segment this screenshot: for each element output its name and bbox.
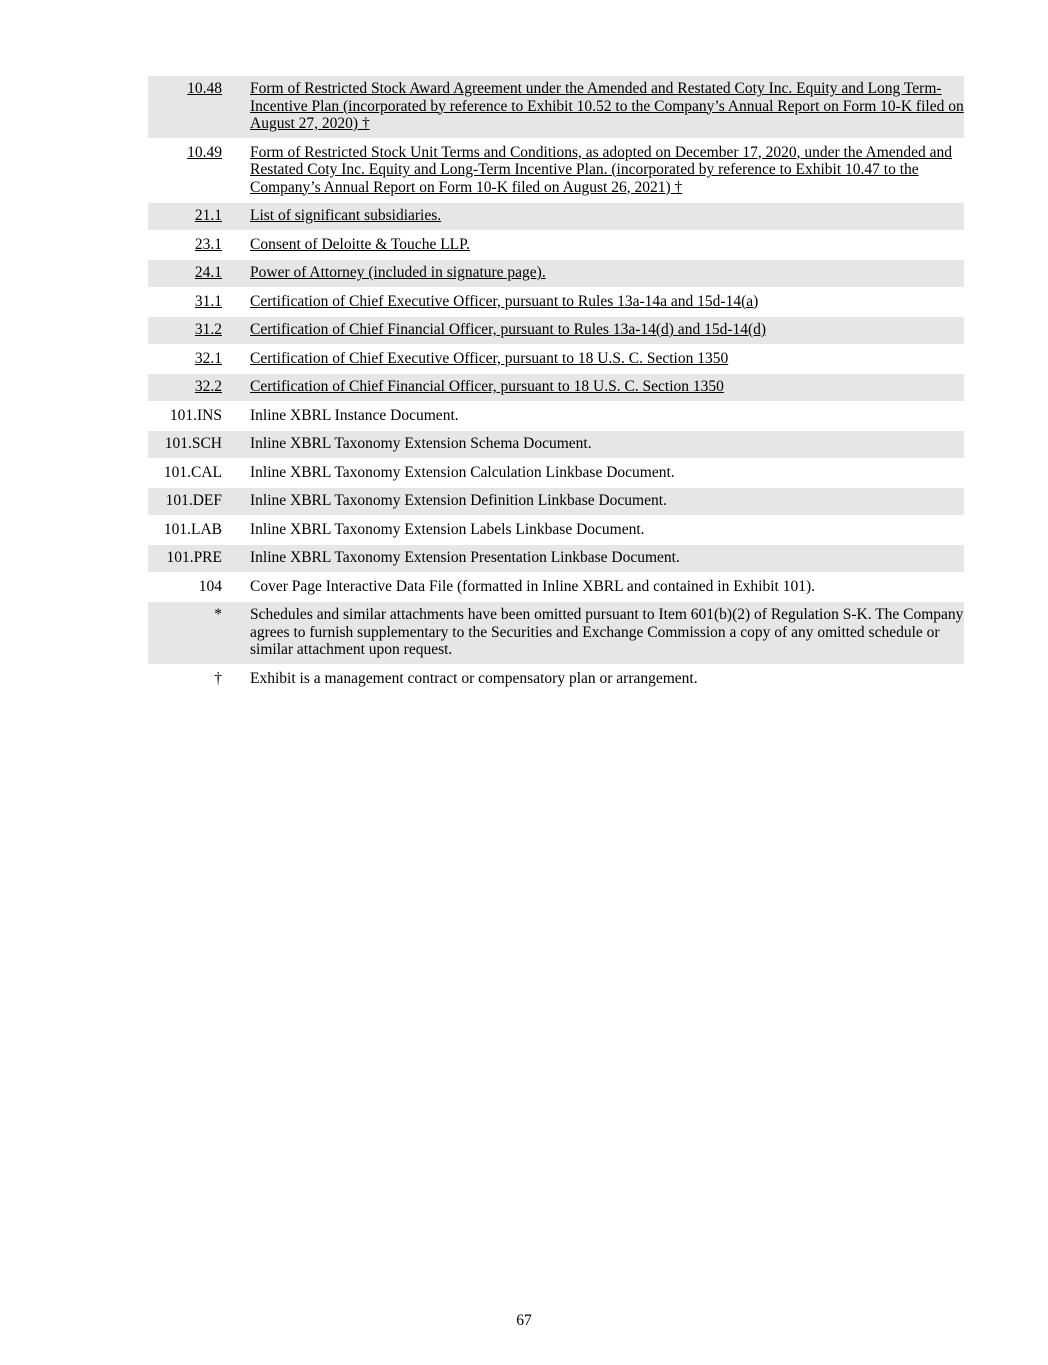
exhibit-number: 101.DEF (165, 492, 222, 509)
exhibit-number-link[interactable]: 24.1 (194, 264, 222, 281)
exhibit-row (148, 460, 964, 487)
exhibit-description-link[interactable]: Certification of Chief Financial Officer, pursuant to Rules 13a-14(d) and 15d-14(d) (250, 321, 767, 338)
exhibit-number-link[interactable]: 32.2 (194, 378, 222, 395)
exhibit-number-link[interactable]: 31.2 (194, 321, 222, 338)
exhibit-row (148, 488, 964, 515)
exhibit-index-section (148, 74, 964, 694)
exhibit-row (148, 666, 964, 693)
exhibit-number: * (214, 606, 222, 623)
exhibit-number-link[interactable]: 10.49 (187, 143, 222, 161)
exhibit-row (148, 403, 964, 430)
page-number: 67 (516, 1312, 532, 1329)
exhibit-number-link[interactable]: 23.1 (194, 235, 222, 253)
exhibit-description-link[interactable]: Power of Attorney (included in signature page). (250, 264, 546, 281)
exhibit-number: 104 (198, 577, 222, 595)
exhibit-description-link[interactable]: Consent of Deloitte & Touche LLP. (250, 235, 470, 253)
exhibit-row (148, 374, 964, 401)
exhibit-description-link[interactable]: Certification of Chief Executive Officer, pursuant to 18 U.S. C. Section 1350 (250, 349, 729, 367)
exhibit-table (148, 74, 964, 694)
exhibit-number-link[interactable]: 32.1 (194, 349, 222, 367)
exhibit-row (148, 545, 964, 572)
exhibit-number: 101.SCH (164, 435, 222, 452)
exhibit-number: 101.PRE (166, 549, 222, 566)
exhibit-description: Schedules and similar attachments have been omitted pursuant to Item 601(b)(2) of Regulation S-K. The Company agrees to furnish supplementary to the Securities and Exchange Commission a copy of any omitted schedule or similar attachment upon request. (250, 606, 964, 658)
exhibit-row (148, 289, 964, 316)
exhibit-row (148, 232, 964, 259)
exhibit-description: Cover Page Interactive Data File (formatted in Inline XBRL and contained in Exhibit 101). (250, 577, 816, 595)
exhibit-description: Inline XBRL Taxonomy Extension Presentation Linkbase Document. (250, 549, 680, 566)
exhibit-row (148, 260, 964, 287)
exhibit-row (148, 517, 964, 544)
exhibit-row (148, 203, 964, 230)
exhibit-description-link[interactable]: Certification of Chief Financial Officer, pursuant to 18 U.S. C. Section 1350 (250, 378, 724, 395)
exhibit-number-link[interactable]: 21.1 (194, 207, 222, 224)
exhibit-description: Inline XBRL Instance Document. (250, 406, 459, 424)
exhibit-row (148, 574, 964, 601)
exhibit-description: Inline XBRL Taxonomy Extension Labels Linkbase Document. (250, 520, 645, 538)
exhibit-description: Exhibit is a management contract or compensatory plan or arrangement. (250, 669, 698, 687)
exhibit-description: Inline XBRL Taxonomy Extension Calculation Linkbase Document. (250, 463, 675, 481)
exhibit-row (148, 140, 964, 202)
exhibit-description: Inline XBRL Taxonomy Extension Definition Linkbase Document. (250, 492, 667, 509)
exhibit-number: 101.INS (169, 406, 222, 424)
exhibit-number: 101.LAB (163, 520, 222, 538)
exhibit-description-link[interactable]: List of significant subsidiaries. (250, 207, 442, 224)
exhibit-description-link[interactable]: Form of Restricted Stock Unit Terms and Conditions, as adopted on December 17, 2020, under the Amended and Restated Coty Inc. Equity and Long-Term Incentive Plan. (incorporated by reference to Exhibit 10.47 to the Company’s Annual Report on Form 10-K filed on August 26, 2021) † (250, 143, 953, 196)
exhibit-row (148, 76, 964, 138)
exhibit-number-link[interactable]: 31.1 (194, 292, 222, 310)
exhibit-row (148, 602, 964, 664)
exhibit-description: Inline XBRL Taxonomy Extension Schema Document. (250, 435, 592, 452)
exhibit-number: † (214, 669, 222, 687)
exhibit-row (148, 431, 964, 458)
exhibit-description-link[interactable]: Form of Restricted Stock Award Agreement under the Amended and Restated Coty Inc. Equity and Long Term-Incentive Plan (incorporated by reference to Exhibit 10.52 to the Company’s Annual Report on Form 10-K filed on August 27, 2020) † (250, 80, 964, 132)
exhibit-number-link[interactable]: 10.48 (187, 80, 222, 97)
exhibit-row (148, 346, 964, 373)
exhibit-row (148, 317, 964, 344)
exhibit-description-link[interactable]: Certification of Chief Executive Officer, pursuant to Rules 13a-14a and 15d-14(a) (250, 292, 759, 310)
exhibit-number: 101.CAL (163, 463, 222, 481)
